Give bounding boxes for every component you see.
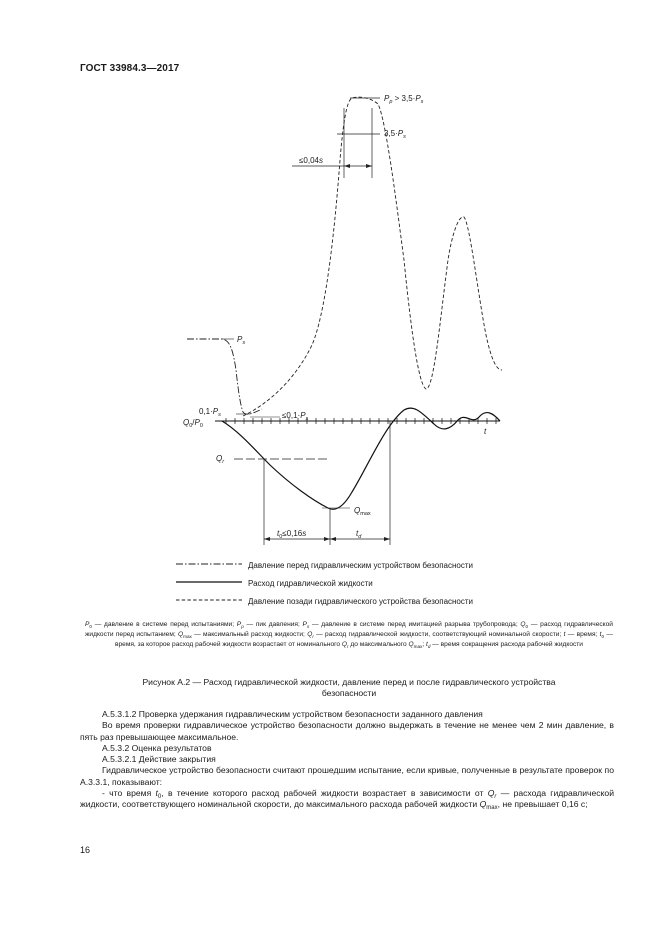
legend-label: Давление позади гидравлического устройства безопасности: [248, 597, 474, 606]
duration-arrow-left: [344, 164, 350, 168]
label-t0: $t_0\le 0,16s$: [277, 529, 307, 540]
t0-arrow-right: [324, 537, 330, 541]
figure-caption-line1: Рисунок А.2 — Расход гидравлической жидкости, давление перед и после гидравлического устройства: [142, 677, 556, 687]
figure-caption-line2: безопасности: [321, 688, 377, 698]
pressure-before-curve: [187, 339, 262, 414]
label-td: $t_d$: [356, 529, 362, 540]
label-ps: $P_s$: [237, 335, 246, 346]
body-text: [80, 709, 614, 811]
paragraph-a532: А.5.3.2 Оценка результатов: [102, 742, 212, 753]
t0-arrow-left: [264, 537, 270, 541]
label-low-pressure: $0,1\cdot P_s$: [199, 407, 221, 418]
label-duration: ≤0,04s: [299, 156, 323, 165]
duration-arrow-right: [366, 164, 372, 168]
legend-label: Расход гидравлической жидкости: [248, 579, 373, 588]
td-arrow-right: [384, 537, 390, 541]
figure-caption: [85, 677, 613, 699]
document-header: ГОСТ 33984.3—2017: [80, 63, 180, 74]
legend-item-pressure-before: [176, 559, 536, 577]
label-time-axis: t: [484, 427, 487, 436]
figure-notes: $P_0$ — давление в системе перед испытаниями; $P_p$ — пик давления; $P_s$ — давление в системе перед имитацией разрыва трубопровода; $Q_0$ — расход гидравлической жидкости перед испытанием; $Q_{max}$ — максимальный расход жидкости; $Q_r$ — расход гидравлической жидкости, соответствующий номинальной скорости; t — время; $t_0$ — время, за которое расход рабочей жидкости возрастает от номинального $Q_r$ до максимального $Q_{max}$; $t_d$ — время сокращения расхода рабочей жидкости: [85, 621, 613, 649]
legend-item-pressure-behind: [176, 595, 536, 613]
pressure-behind-curve: [243, 97, 502, 416]
paragraph-criterion-t0: - что время $t_0$, в течение которого расход рабочей жидкости возрастает в зависимости от $Q_r$ — расхода гидравлической жидкости, соответствующего номинальной скорости, до максимального расхода рабочей жидкости $Q_{max}$, не превышает 0,16 с;: [80, 788, 614, 812]
label-origin: $Q_0/P_0$: [183, 418, 203, 429]
legend-solid-line: [176, 578, 242, 586]
paragraph-a5321: А.5.3.2.1 Действие закрытия: [102, 754, 216, 765]
legend-label: Давление перед гидравлическим устройством безопасности: [248, 561, 473, 570]
page-number: 16: [80, 845, 91, 855]
paragraph-a53112: А.5.3.1.2 Проверка удержания гидравлическим устройством безопасности заданного давления: [102, 709, 483, 719]
paragraph-pressure-hold: Во время проверки гидравлическое устройство безопасности должно выдержать в течение не менее чем 2 мин давление, в пять раз превышающее максимальное.: [80, 720, 614, 742]
label-qmax: $Q_{max}$: [354, 506, 371, 517]
td-arrow-left: [330, 537, 336, 541]
label-qr: $Q_r$: [216, 454, 225, 465]
legend-item-fluid-flow: [176, 577, 536, 595]
label-low-pressure-limit: $\le 0,1\cdot P_s$: [282, 411, 309, 422]
legend-dashed-line: [176, 596, 242, 604]
label-limit-pressure: $3,5\cdot P_s$: [384, 129, 406, 140]
figure-legend: [176, 559, 536, 613]
legend-dash-dot-line: [176, 560, 242, 568]
label-peak-pressure: $P_p > 3,5\cdot P_s$: [384, 94, 424, 105]
paragraph-test-criteria: Гидравлическое устройство безопасности считают прошедшим испытание, если кривые, полученные в результате проверок по А.3.3.1, показывают:: [80, 765, 614, 787]
